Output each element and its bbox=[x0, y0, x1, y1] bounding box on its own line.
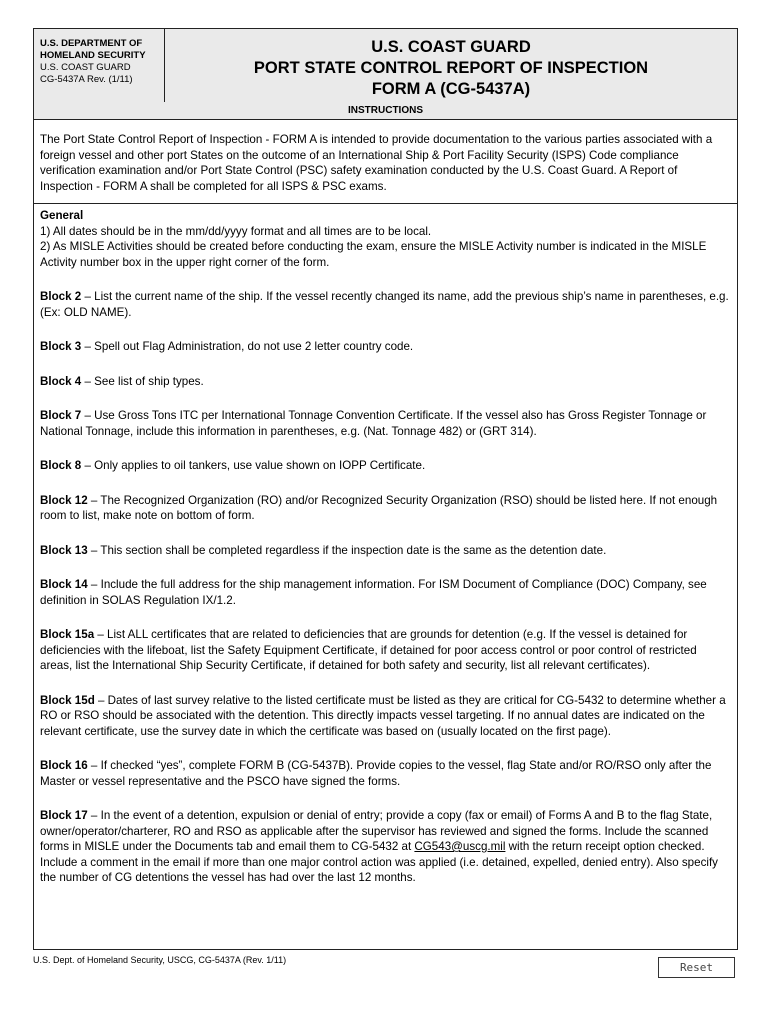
block-label: Block 15d bbox=[40, 693, 95, 707]
block-text: – Spell out Flag Administration, do not use 2 letter country code. bbox=[81, 340, 414, 353]
block-3-instruction bbox=[40, 339, 731, 355]
block-text: – Only applies to oil tankers, use value shown on IOPP Certificate. bbox=[81, 459, 426, 472]
form-header bbox=[34, 29, 737, 103]
block-label: Block 7 bbox=[40, 409, 82, 422]
block-label: Block 14 bbox=[40, 578, 88, 591]
reset-button[interactable]: Reset bbox=[658, 957, 735, 978]
general-item-1: 1) All dates should be in the mm/dd/yyyy format and all times are to be local. bbox=[40, 224, 432, 238]
form-title bbox=[165, 29, 737, 102]
intro-paragraph: The Port State Control Report of Inspection - FORM A is intended to provide documentation to the various parties associated with a foreign vessel and other port States on the outcome of an International Ship & Port Facility Security (ISPS) Code compliance verification examination and/or Port State Control (PSC) safety examination conducted by the U.S. Coast Guard. A Report of Inspection - FORM A shall be completed for all ISPS & PSC exams. bbox=[34, 119, 737, 204]
footer-text: U.S. Dept. of Homeland Security, USCG, CG-5437A (Rev. 1/11) bbox=[33, 955, 287, 965]
title-line-1: U.S. COAST GUARD bbox=[371, 38, 531, 56]
block-12-instruction bbox=[40, 493, 731, 524]
block-text: – List the current name of the ship. If the vessel recently changed its name, add the previous ship’s name in parentheses, e.g. (Ex: OLD NAME). bbox=[40, 290, 729, 319]
block-8-instruction bbox=[40, 458, 731, 474]
block-4-instruction bbox=[40, 374, 731, 390]
block-text: – Include the full address for the ship management information. For ISM Document of Compliance (DOC) Company, see definition in SOLAS Regulation IX/1.2. bbox=[40, 578, 707, 607]
block-label: Block 16 bbox=[40, 759, 88, 772]
block-text: – This section shall be completed regardless if the inspection date is the same as the detention date. bbox=[87, 543, 607, 557]
instructions-body bbox=[34, 204, 737, 905]
block-7-instruction bbox=[40, 408, 731, 439]
agency-line-2: HOMELAND SECURITY bbox=[40, 50, 146, 61]
agency-line-1: U.S. DEPARTMENT OF bbox=[40, 38, 143, 49]
agency-line-3: U.S. COAST GUARD bbox=[40, 62, 131, 73]
agency-block bbox=[34, 29, 165, 102]
block-14-instruction bbox=[40, 577, 731, 608]
block-label: Block 13 bbox=[40, 543, 88, 557]
block-16-instruction bbox=[40, 758, 731, 789]
instructions-heading: INSTRUCTIONS bbox=[34, 102, 737, 120]
block-label: Block 3 bbox=[40, 340, 82, 353]
block-text: – If checked “yes”, complete FORM B (CG-5437B). Provide copies to the vessel, flag State and/or RO/RSO only after the Master or vessel representative and the PSCO have signed the forms. bbox=[40, 759, 712, 788]
block-label: Block 12 bbox=[40, 493, 88, 507]
block-label: Block 4 bbox=[40, 374, 82, 388]
block-13-instruction bbox=[40, 543, 731, 559]
block-2-instruction bbox=[40, 289, 731, 320]
block-text: – List ALL certificates that are related to deficiencies that are grounds for detention (e.g. If the vessel is detained for deficiencies with the lifeboat, list the Safety Equipment Certificate, if detained for poor access control or poor control of restricted areas, list the International Ship Security Certificate, if detained for both safety and security, list all relevant certificates). bbox=[40, 628, 697, 672]
block-label: Block 15a bbox=[40, 628, 95, 641]
general-item-2: 2) As MISLE Activities should be created before conducting the exam, ensure the MISLE Activity number is indicated in the MISLE Activity number box in the upper right corner of the form. bbox=[40, 240, 707, 269]
title-line-3: FORM A (CG-5437A) bbox=[371, 80, 531, 98]
block-15d-instruction bbox=[40, 693, 731, 740]
block-17-instruction bbox=[40, 808, 731, 886]
block-text: – The Recognized Organization (RO) and/or Recognized Security Organization (RSO) should be listed here. If not enough room to list, make note on bottom of form. bbox=[40, 493, 718, 522]
block-label: Block 17 bbox=[40, 809, 88, 822]
block-text-after: with the return receipt option checked. Include a comment in the email if more than one major control action was applied (i.e. detained, expelled, denied entry). Also specify the number of CG detentions the vessel has had over the last 12 months. bbox=[40, 840, 718, 884]
instruction-form bbox=[33, 28, 738, 950]
title-line-2: PORT STATE CONTROL REPORT OF INSPECTION bbox=[253, 59, 649, 77]
block-text: – See list of ship types. bbox=[81, 374, 204, 388]
email-link[interactable]: CG543@uscg.mil bbox=[414, 840, 506, 853]
block-text: – Dates of last survey relative to the listed certificate must be listed as they are critical for CG-5432 to determine whether a RO or RSO should be associated with the detention. This directly impacts vessel targeting. If no annual dates are indicated on the relevant certificate, use the survey date in which the certificate was based on (usually located on the first page). bbox=[40, 693, 726, 738]
block-15a-instruction bbox=[40, 627, 731, 674]
general-heading: General bbox=[40, 209, 84, 222]
block-label: Block 2 bbox=[40, 290, 82, 303]
form-number: CG-5437A Rev. (1/11) bbox=[40, 74, 133, 85]
block-text: – Use Gross Tons ITC per International Tonnage Convention Certificate. If the vessel also has Gross Register Tonnage or National Tonnage, include this information in parentheses, e.g. (Nat. Tonnage 482) or (GRT 314). bbox=[40, 409, 707, 438]
block-label: Block 8 bbox=[40, 459, 82, 472]
block-text-before: – In the event of a detention, expulsion or denial of entry; provide a copy (fax or email) of Forms A and B to the flag State, owner/operator/charterer, RO and RSO as applicable after the supervisor has reviewed and signed the forms. Include the scanned forms in MISLE under the Documents tab and email them to CG-5432 at bbox=[40, 809, 713, 853]
